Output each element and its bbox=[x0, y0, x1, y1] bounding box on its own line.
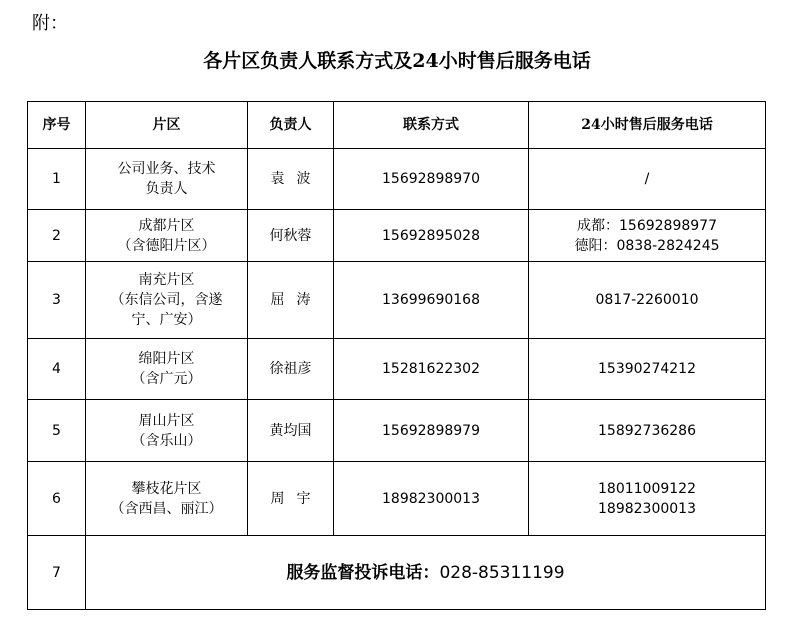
person-cell bbox=[248, 400, 334, 462]
appendix-label: 附： bbox=[32, 13, 68, 34]
table-row bbox=[28, 339, 766, 400]
table-row bbox=[28, 262, 766, 339]
header-contact: 联系方式 bbox=[334, 102, 529, 149]
area-line: （含乐山） bbox=[131, 432, 202, 449]
header-hotline: 24小时售后服务电话 bbox=[529, 102, 766, 149]
hotline-cell bbox=[529, 462, 766, 536]
row-number: 2 bbox=[28, 210, 86, 262]
hotline-line: 15892736286 bbox=[598, 422, 696, 439]
area-line: 成都片区 bbox=[138, 217, 195, 234]
complaint-phone: 028-85311199 bbox=[439, 562, 565, 583]
area-cell bbox=[86, 210, 248, 262]
complaint-label: 服务监督投诉电话： bbox=[286, 562, 440, 583]
table-row bbox=[28, 462, 766, 536]
person-name: 黄均国 bbox=[269, 422, 312, 439]
hotline-cell bbox=[529, 339, 766, 400]
area-line: （含广元） bbox=[131, 371, 202, 387]
table-row bbox=[28, 400, 766, 462]
hotline-line: / bbox=[644, 171, 650, 187]
contact-table bbox=[27, 101, 766, 610]
header-person: 负责人 bbox=[248, 102, 334, 149]
area-line: 负责人 bbox=[145, 181, 188, 197]
contact-phone: 15692898970 bbox=[334, 149, 529, 210]
hotline-cell bbox=[529, 210, 766, 262]
contact-phone: 13699690168 bbox=[334, 262, 529, 339]
row-number: 4 bbox=[28, 339, 86, 400]
person-name: 袁波 bbox=[270, 171, 323, 187]
area-cell bbox=[86, 339, 248, 400]
row-number: 3 bbox=[28, 262, 86, 339]
hotline-line: 18011009122 bbox=[598, 480, 696, 497]
area-line: 南充片区 bbox=[138, 272, 195, 288]
person-cell bbox=[248, 339, 334, 400]
person-name: 何秋蓉 bbox=[269, 227, 312, 244]
area-cell bbox=[86, 400, 248, 462]
row-number: 1 bbox=[28, 149, 86, 210]
row-number: 7 bbox=[28, 536, 86, 610]
header-area: 片区 bbox=[86, 102, 248, 149]
contact-phone: 15281622302 bbox=[334, 339, 529, 400]
hotline-line: 15390274212 bbox=[598, 361, 696, 377]
contact-phone: 18982300013 bbox=[334, 462, 529, 536]
area-cell bbox=[86, 262, 248, 339]
hotline-cell bbox=[529, 262, 766, 339]
area-line: 绵阳片区 bbox=[138, 351, 195, 367]
person-cell bbox=[248, 210, 334, 262]
hotline-cell bbox=[529, 400, 766, 462]
row-number: 6 bbox=[28, 462, 86, 536]
area-line: 宁、广安） bbox=[131, 312, 202, 328]
complaint-row bbox=[28, 536, 766, 610]
person-cell bbox=[248, 462, 334, 536]
hotline-line: 18982300013 bbox=[598, 500, 696, 517]
header-no: 序号 bbox=[28, 102, 86, 149]
area-line: 攀枝花片区 bbox=[131, 480, 202, 497]
row-number: 5 bbox=[28, 400, 86, 462]
person-name: 徐祖彦 bbox=[269, 361, 312, 377]
contact-phone: 15692898979 bbox=[334, 400, 529, 462]
hotline-line: 0817-2260010 bbox=[595, 292, 699, 308]
hotline-line: 德阳：0838-2824245 bbox=[574, 237, 720, 254]
table-row bbox=[28, 149, 766, 210]
area-line: （东信公司，含遂 bbox=[110, 292, 223, 308]
area-line: 眉山片区 bbox=[138, 412, 195, 429]
person-name: 屈涛 bbox=[270, 292, 323, 308]
person-cell bbox=[248, 262, 334, 339]
table-row bbox=[28, 210, 766, 262]
page-title: 各片区负责人联系方式及24小时售后服务电话 bbox=[203, 50, 591, 72]
area-cell bbox=[86, 462, 248, 536]
complaint-hotline bbox=[86, 536, 766, 610]
table-header-row bbox=[28, 102, 766, 149]
area-line: （含西昌、丽江） bbox=[110, 500, 223, 517]
area-cell bbox=[86, 149, 248, 210]
person-cell bbox=[248, 149, 334, 210]
hotline-line: 成都：15692898977 bbox=[577, 217, 717, 234]
area-line: （含德阳片区） bbox=[117, 237, 216, 254]
contact-phone: 15692895028 bbox=[334, 210, 529, 262]
person-name: 周宇 bbox=[270, 490, 323, 507]
area-line: 公司业务、技术 bbox=[117, 161, 216, 177]
hotline-cell bbox=[529, 149, 766, 210]
